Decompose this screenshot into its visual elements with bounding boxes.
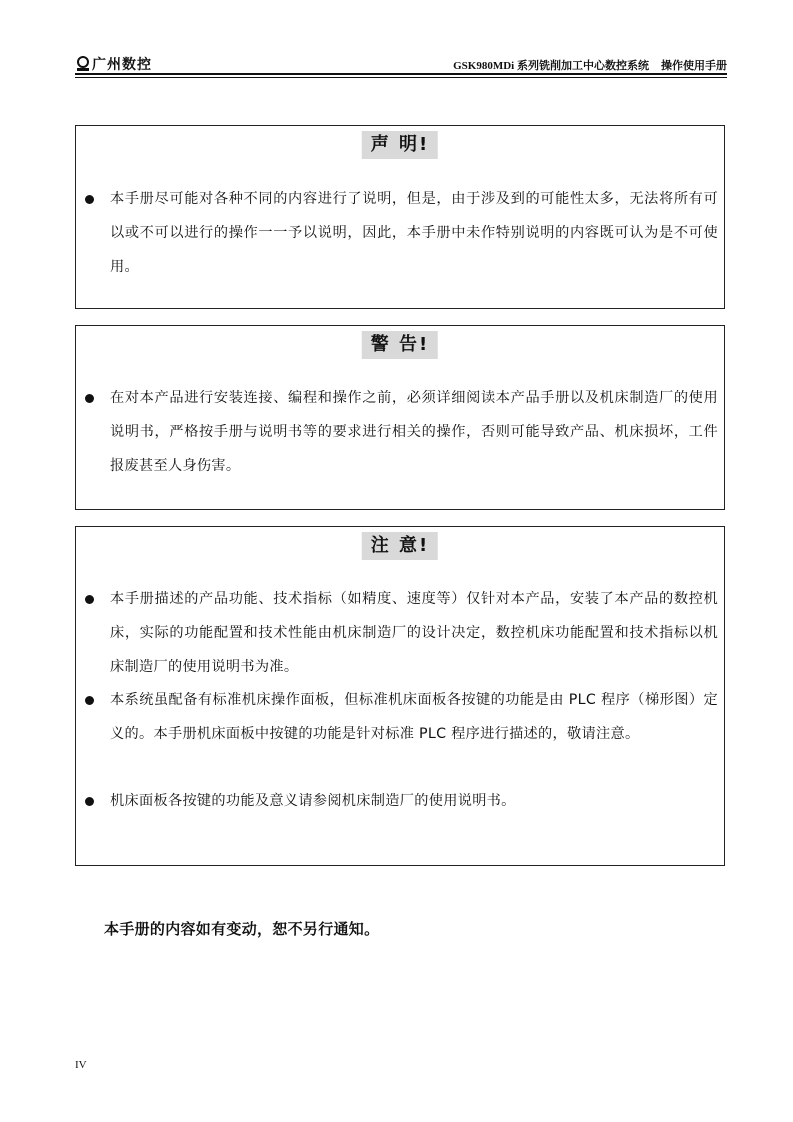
caution-box xyxy=(75,526,725,866)
header-rule-thin xyxy=(75,77,727,78)
bullet-icon xyxy=(85,195,94,204)
declaration-item: 本手册尽可能对各种不同的内容进行了说明，但是，由于涉及到的可能性太多，无法将所有可以或不可以进行的操作一一予以说明，因此，本手册中未作特别说明的内容既可认为是不可使用。 xyxy=(110,191,718,275)
bullet-icon xyxy=(85,797,94,806)
caution-item-2: 本系统虽配备有标准机床操作面板，但标准机床面板各按键的功能是由 PLC 程序（梯形图）定义的。本手册机床面板中按键的功能是针对标准 PLC 程序进行描述的，敬请注意。 xyxy=(110,692,718,742)
brand-name: 广州数控 xyxy=(92,57,152,73)
bullet-icon xyxy=(85,394,94,403)
warning-item: 在对本产品进行安装连接、编程和操作之前，必须详细阅读本产品手册以及机床制造厂的使用说明书，严格按手册与说明书等的要求进行相关的操作，否则可能导致产品、机床损坏，工件报废甚至人身伤害。 xyxy=(110,390,718,474)
gsk-logo-icon xyxy=(75,56,91,72)
warning-title: 警 告! xyxy=(362,331,438,359)
bullet-icon xyxy=(85,595,94,604)
header-title-manual: 操作使用手册 xyxy=(661,60,727,72)
header-title xyxy=(453,57,727,73)
caution-title: 注 意! xyxy=(362,532,438,560)
page-header xyxy=(75,54,727,74)
brand-logo xyxy=(75,54,152,74)
declaration-box xyxy=(75,125,725,309)
header-title-series: GSK980MDi 系列铣削加工中心数控系统 xyxy=(453,60,649,72)
page-number: IV xyxy=(75,1059,87,1071)
warning-box xyxy=(75,325,725,510)
bullet-icon xyxy=(85,696,94,705)
caution-item-3: 机床面板各按键的功能及意义请参阅机床制造厂的使用说明书。 xyxy=(110,793,516,809)
header-rule-thick xyxy=(75,73,727,75)
caution-item-1: 本手册描述的产品功能、技术指标（如精度、速度等）仅针对本产品，安装了本产品的数控机床，实际的功能配置和技术性能由机床制造厂的设计决定，数控机床功能配置和技术指标以机床制造厂的使用说明书为准。 xyxy=(110,591,718,675)
change-notice: 本手册的内容如有变动，恕不另行通知。 xyxy=(104,920,380,938)
declaration-title: 声 明! xyxy=(362,131,438,159)
